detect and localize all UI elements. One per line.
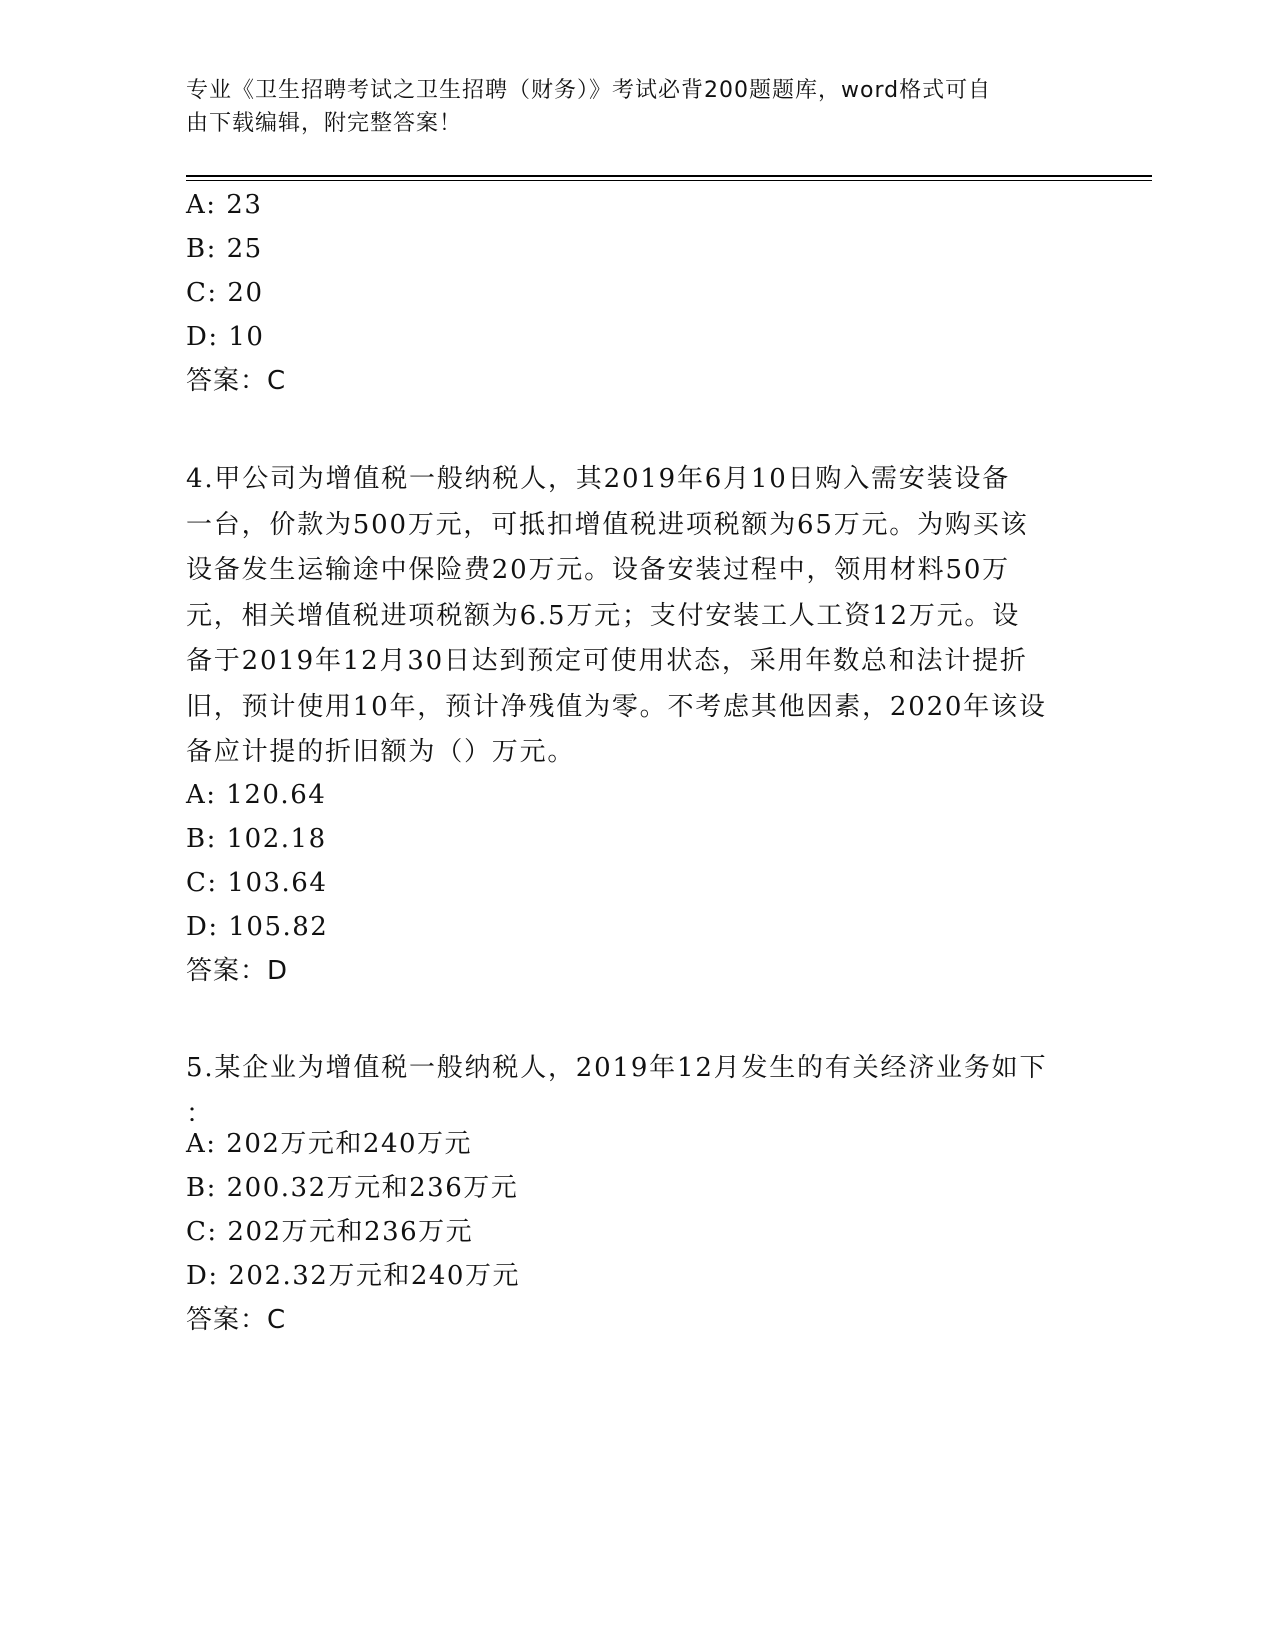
header-divider-thin	[186, 180, 1152, 181]
q3-option-d: D: 10	[186, 322, 265, 352]
document-header	[186, 74, 1066, 140]
q5-stem-line: 5.某企业为增值税一般纳税人，2019年12月发生的有关经济业务如下	[186, 1053, 1048, 1083]
q4-stem-line: 备于2019年12月30日达到预定可使用状态，采用年数总和法计提折	[186, 646, 1028, 676]
q4-option-d: D: 105.82	[186, 912, 329, 942]
q4-stem	[186, 457, 1086, 776]
q5-option-a: A: 202万元和240万元	[186, 1129, 473, 1159]
q4-stem-line: 设备发生运输途中保险费20万元。设备安装过程中，领用材料50万	[186, 555, 1010, 585]
header-line-2: 由下载编辑，附完整答案！	[186, 111, 463, 136]
q5-option-c: C: 202万元和236万元	[186, 1217, 474, 1247]
q3-option-c: C: 20	[186, 278, 264, 308]
q5-answer: 答案：C	[186, 1305, 287, 1335]
q4-stem-line: 一台，价款为500万元，可抵扣增值税进项税额为65万元。为购买该	[186, 509, 1029, 540]
q3-answer: 答案：C	[186, 366, 287, 396]
q4-option-b: B: 102.18	[186, 824, 327, 854]
q3-option-a: A: 23	[186, 190, 263, 220]
q4-stem-line: 旧，预计使用10年，预计净残值为零。不考虑其他因素，2020年该设	[186, 691, 1047, 722]
q5-option-b: B: 200.32万元和236万元	[186, 1173, 519, 1203]
q4-answer: 答案：D	[186, 956, 289, 986]
q5-stem	[186, 1046, 1086, 1137]
q5-option-d: D: 202.32万元和240万元	[186, 1261, 520, 1291]
header-line-1: 专业《卫生招聘考试之卫生招聘（财务）》考试必背200题题库，word格式可自	[186, 78, 992, 103]
q4-stem-line: 元，相关增值税进项税额为6.5万元；支付安装工人工资12万元。设	[186, 600, 1021, 631]
q4-stem-line: 4.甲公司为增值税一般纳税人，其2019年6月10日购入需安装设备	[186, 464, 1011, 494]
q4-stem-line: 备应计提的折旧额为（）万元。	[186, 737, 576, 767]
header-divider-thick	[186, 175, 1152, 177]
q5-stem-line: ：	[186, 1098, 214, 1129]
q4-option-a: A: 120.64	[186, 780, 327, 810]
q4-option-c: C: 103.64	[186, 868, 328, 898]
q3-option-b: B: 25	[186, 234, 263, 264]
